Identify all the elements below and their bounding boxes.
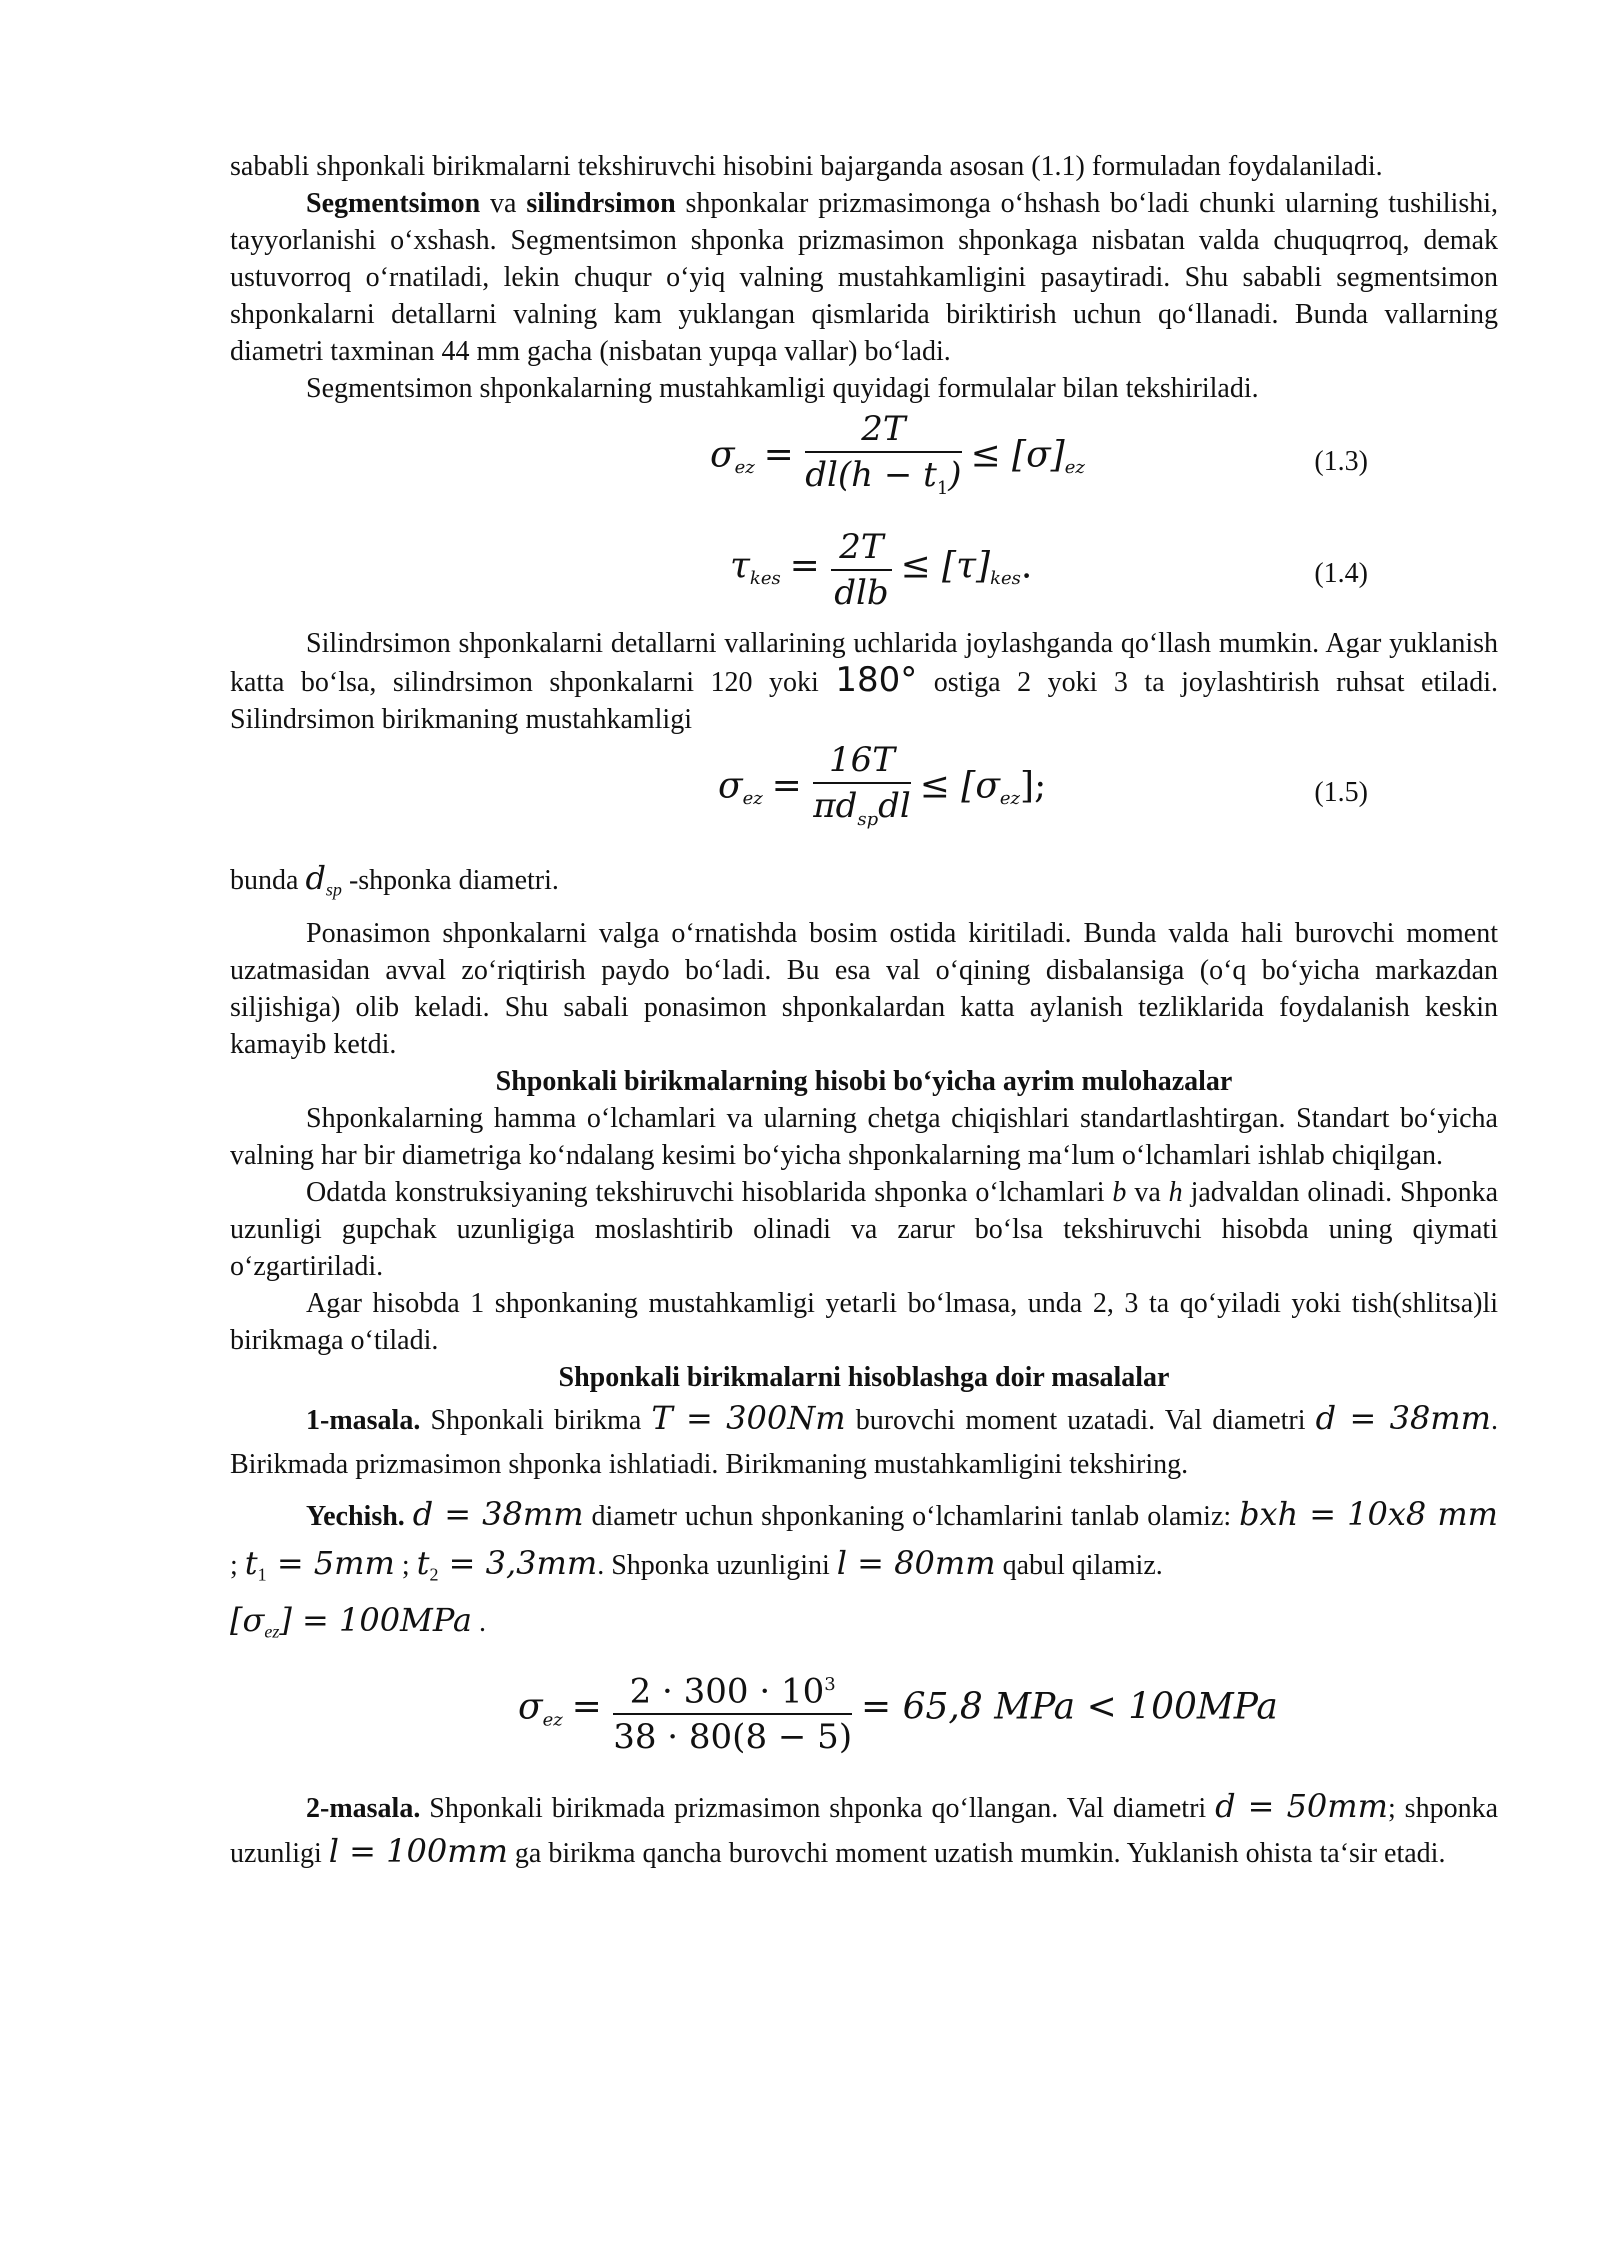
fraction: $\frac{2T}{\text{dlb}}$ <box>831 525 891 615</box>
fraction: $\frac{2 \cdot 300 \cdot 10^3}{38 \cdot 80(8 - 5)}$ <box>613 1663 852 1759</box>
term-silindrsimon: silindrsimon <box>526 188 676 219</box>
solution-1: Yechish. d = 38mm diametr uchun shponkaning o‘lchamlarini tanlab olamiz: bxh = 10x8 mm ; $t_1 = 5mm$ ; $t_2 = 3,3mm$. Shponka uzunligini l = 80mm qabul qilamiz. $[\sigma_{ez}] = 100MPa$ . <box>230 1494 1499 1642</box>
calculation: $\sigma_{ez}$ = $\frac{2 \cdot 300 \cdot 10^3}{38 \cdot 80(8 - 5)}$ = 65,8 MPa < 100MPa <box>230 1655 1498 1785</box>
equation-1-5: $\sigma_{ez}$ = $\frac{16T}{\pi d_{sp}dl}$ ≤ $[\sigma_{ez}]$; (1.5) <box>230 738 1498 856</box>
equation-number: (1.5) <box>1314 777 1368 808</box>
angle-180: 180° <box>835 660 918 700</box>
paragraph-6: Ponasimon shponkalarni valga o‘rnatishda bosim ostida kiritiladi. Bunda valda hali burovchi moment uzatmasidan avval zo‘riqtirish paydo bo‘ladi. Bu esa val o‘qining disbalansiga (o‘q bo‘yicha markazdan siljishiga) olib keladi. Shu sabali ponasimon shponkalardan katta aylanish tezliklarida foydalanish keskin kamayib ketdi. <box>230 917 1498 1060</box>
equation-1-4: $\tau_{kes}$ = $\frac{2T}{\text{dlb}}$ ≤ $[\tau]_{kes}$. (1.4) <box>730 527 1368 613</box>
paragraph-4: Silindrsimon shponkalarni detallarni vallarining uchlarida joylashganda qo‘llash mumkin. Agar yuklanish katta bo‘lsa, silindrsimon shponkalarni 120 yoki 180° ostiga 2 yoki 3 ta joylashtirish ruhsat etiladi. Silindrsimon birikmaning mustahkamligi <box>230 628 1498 735</box>
paragraph-1: sababli shponkali birikmalarni tekshiruvchi hisobini bajarganda asosan (1.1) formuladan foydalaniladi. <box>230 151 1383 182</box>
problem-1: 1-masala. Shponkali birikma T = 300Nm burovchi moment uzatadi. Val diametri d = 38mm. Birikmada prizmasimon shponka ishlatiadi. Birikmaning mustahkamligini tekshiring. <box>230 1398 1498 1480</box>
equation-number: (1.3) <box>1314 446 1368 477</box>
paragraph-5: bunda $d_{sp}$ -shponka diametri. <box>230 859 559 900</box>
section-heading-1: Shponkali birikmalarning hisobi bo‘yicha ayrim mulohazalar <box>495 1065 1233 1097</box>
paragraph-7: Shponkalarning hamma o‘lchamlari va ularning chetga chiqishlari standartlashtirgan. Standart bo‘yicha valning har bir diametriga ko‘ndalang kesimi bo‘yicha shponkalarning ma‘lum o‘lchamlari ishlab chiqilgan. <box>230 1102 1498 1171</box>
document-page <box>230 148 1498 1875</box>
fraction: $\frac{2T}{dl(h - t_1)}$ <box>805 409 962 499</box>
fraction: $\frac{16T}{\pi d_{sp}dl}$ <box>813 740 911 830</box>
paragraph-9: Agar hisobda 1 shponkaning mustahkamligi yetarli bo‘lmasa, unda 2, 3 ta qo‘yiladi yoki tish(shlitsa)li birikmaga o‘tiladi. <box>230 1287 1498 1356</box>
paragraph-3: Segmentsimon shponkalarning mustahkamligi quyidagi formulalar bilan tekshiriladi. <box>306 373 1259 404</box>
term-segmentsimon: Segmentsimon <box>306 188 481 219</box>
equation-1-3: $\sigma_{ez}$ = $\frac{2T}{dl(h - t_1)}$ ≤ $[\sigma]_{ez}$ (1.3) <box>230 407 1498 525</box>
paragraph-2: Segmentsimon va silindrsimon shponkalar prizmasimonga o‘hshash bo‘ladi chunki ularning tushilishi, tayyorlanishi o‘xshash. Segmentsimon shponka prizmasimon shponkaga nisbatan valda chuquqrroq, demak ustuvorroq o‘rnatiladi, lekin chuqur o‘yiq valning mustahkamligini pasaytiradi. Shu sababli segmentsimon shponkalarni detallarni valning kam yuklangan qismlarida biriktirish uchun qo‘llanadi. Bunda vallarning diametri taxminan 44 mm gacha (nisbatan yupqa vallar) bo‘ladi. <box>230 188 1498 367</box>
section-heading-2: Shponkali birikmalarni hisoblashga doir masalalar <box>558 1361 1170 1393</box>
problem-2: 2-masala. Shponkali birikmada prizmasimon shponka qo‘llangan. Val diametri d = 50mm; shponka uzunligi l = 100mm ga birikma qancha burovchi moment uzatish mumkin. Yuklanish ohista ta‘sir etadi. <box>230 1786 1499 1870</box>
paragraph-8: Odatda konstruksiyaning tekshiruvchi hisoblarida shponka o‘lchamlari b va h jadvaldan olinadi. Shponka uzunligi gupchak uzunligiga moslashtirib olinadi va zarur bo‘lsa tekshiruvchi hisobda uning qiymati o‘zgartiriladi. <box>230 1176 1498 1282</box>
equation-number: (1.4) <box>1314 558 1368 589</box>
